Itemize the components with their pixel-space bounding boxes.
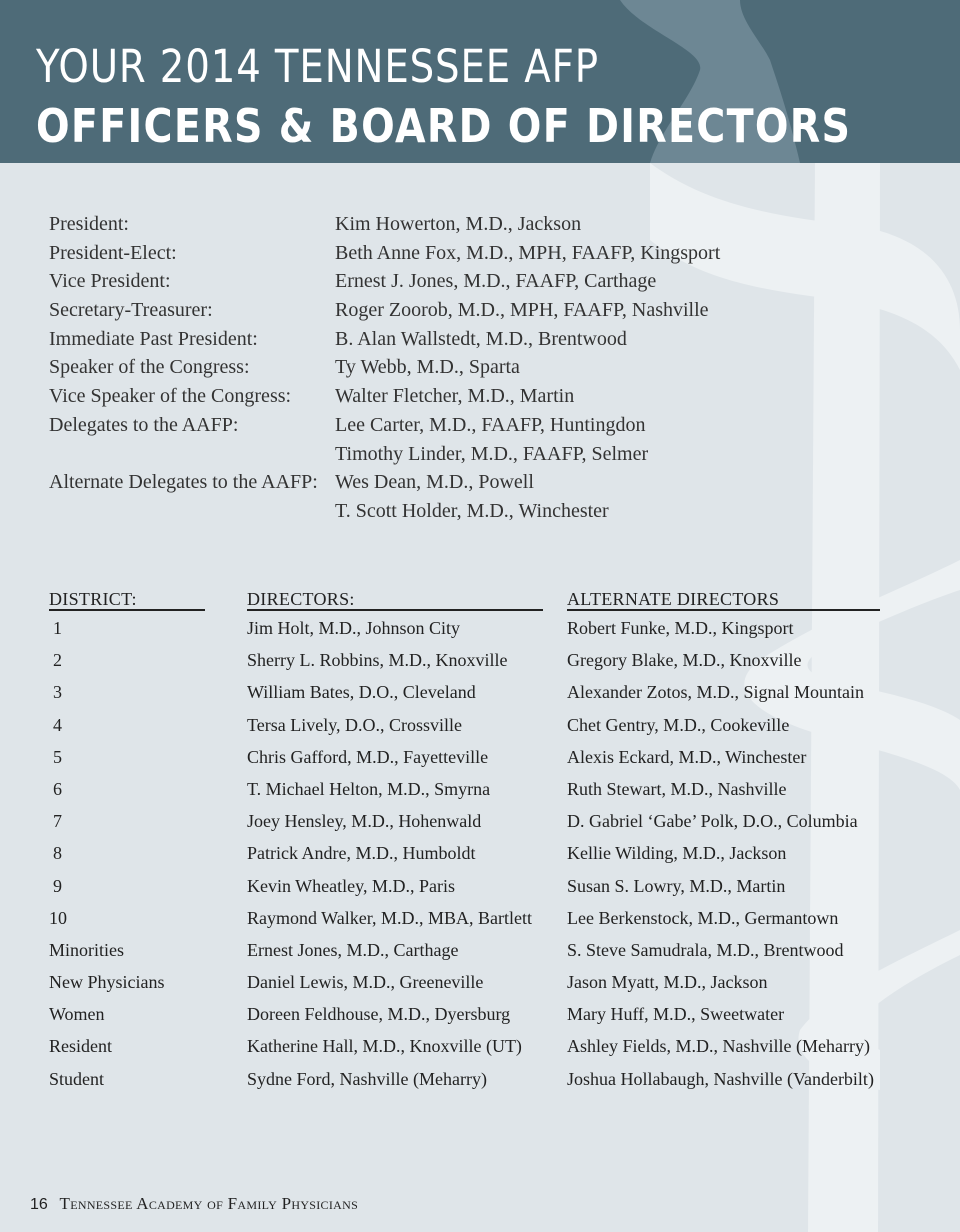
alternate-cell: Gregory Blake, M.D., Knoxville — [567, 650, 802, 671]
director-cell: Sydne Ford, Nashville (Meharry) — [247, 1068, 487, 1089]
director-cell: Ernest Jones, M.D., Carthage — [247, 939, 459, 960]
page-title-line2: OFFICERS & BOARD OF DIRECTORS — [36, 99, 852, 153]
table-row — [49, 1063, 880, 1095]
officer-role: Immediate Past President: — [49, 327, 258, 350]
alternate-cell: Mary Huff, M.D., Sweetwater — [567, 1004, 785, 1025]
table-row — [49, 676, 880, 708]
alternate-cell: Jason Myatt, M.D., Jackson — [567, 972, 768, 993]
organization-name: Tennessee Academy of Family Physicians — [59, 1194, 359, 1213]
director-cell: Jim Holt, M.D., Johnson City — [247, 618, 461, 638]
alternate-cell: Lee Berkenstock, M.D., Germantown — [567, 907, 839, 928]
district-cell: 9 — [53, 875, 62, 896]
alternate-directors-column-header: ALTERNATE DIRECTORS — [567, 589, 780, 609]
district-cell: 5 — [53, 746, 62, 767]
district-column-header: DISTRICT: — [49, 589, 137, 609]
director-cell: Tersa Lively, D.O., Crossville — [247, 714, 463, 735]
page-title-line1: YOUR 2014 TENNESSEE AFP — [36, 40, 599, 93]
alternate-cell: Robert Funke, M.D., Kingsport — [567, 618, 794, 638]
page-footer — [30, 1194, 358, 1214]
district-cell: Student — [49, 1068, 105, 1089]
director-cell: Doreen Feldhouse, M.D., Dyersburg — [247, 1004, 511, 1025]
district-cell: Women — [49, 1004, 105, 1025]
alternate-cell: Joshua Hollabaugh, Nashville (Vanderbilt) — [567, 1068, 874, 1089]
officer-name: Wes Dean, M.D., Powell — [335, 471, 534, 494]
table-row — [49, 837, 880, 869]
officer-name: Walter Fletcher, M.D., Martin — [335, 385, 575, 408]
officer-role: Vice Speaker of the Congress: — [49, 385, 292, 408]
officer-name: Roger Zoorob, M.D., MPH, FAAFP, Nashville — [335, 299, 709, 322]
alternate-cell: Susan S. Lowry, M.D., Martin — [567, 875, 786, 896]
table-row — [49, 870, 880, 902]
alternate-cell: Chet Gentry, M.D., Cookeville — [567, 714, 790, 735]
director-cell: Joey Hensley, M.D., Hohenwald — [247, 811, 482, 832]
table-row — [49, 805, 880, 837]
director-cell: Daniel Lewis, M.D., Greeneville — [247, 972, 484, 993]
district-cell: 3 — [53, 682, 62, 703]
officer-name: Beth Anne Fox, M.D., MPH, FAAFP, Kingsport — [335, 241, 721, 264]
officer-role: President-Elect: — [49, 241, 177, 264]
table-row — [49, 709, 880, 741]
district-cell: 8 — [53, 843, 62, 864]
director-cell: Sherry L. Robbins, M.D., Knoxville — [247, 650, 508, 671]
district-cell: 4 — [53, 714, 62, 735]
officer-role: Secretary-Treasurer: — [49, 299, 213, 322]
director-cell: T. Michael Helton, M.D., Smyrna — [247, 778, 491, 799]
alternate-cell: Alexis Eckard, M.D., Winchester — [567, 746, 807, 767]
director-cell: Katherine Hall, M.D., Knoxville (UT) — [247, 1036, 522, 1057]
alternate-cell: Ashley Fields, M.D., Nashville (Meharry) — [567, 1036, 870, 1057]
director-cell: Kevin Wheatley, M.D., Paris — [247, 875, 455, 896]
officer-role: Speaker of the Congress: — [49, 356, 250, 379]
officer-role: Delegates to the AAFP: — [49, 413, 239, 436]
director-cell: Chris Gafford, M.D., Fayetteville — [247, 746, 489, 767]
alternate-cell: S. Steve Samudrala, M.D., Brentwood — [567, 939, 844, 960]
table-row — [49, 934, 880, 966]
officer-role: President: — [49, 213, 129, 235]
district-cell: New Physicians — [49, 972, 165, 993]
header-underline — [247, 609, 543, 611]
table-row — [49, 998, 880, 1030]
table-header-row — [49, 586, 880, 612]
table-row — [49, 741, 880, 773]
alternate-cell: Alexander Zotos, M.D., Signal Mountain — [567, 682, 864, 703]
header-underline — [567, 609, 880, 611]
table-row — [49, 1030, 880, 1062]
table-row — [49, 773, 880, 805]
district-cell: 6 — [53, 778, 62, 799]
table-row — [49, 966, 880, 998]
alternate-cell: Ruth Stewart, M.D., Nashville — [567, 778, 787, 799]
district-cell: 1 — [53, 618, 62, 638]
district-cell: Minorities — [49, 939, 124, 960]
district-cell: 7 — [53, 811, 62, 832]
officer-name: Timothy Linder, M.D., FAAFP, Selmer — [335, 442, 649, 465]
directors-column-header: DIRECTORS: — [247, 589, 355, 609]
director-cell: William Bates, D.O., Cleveland — [247, 682, 476, 703]
officer-name: Ty Webb, M.D., Sparta — [335, 356, 520, 379]
officer-role: Alternate Delegates to the AAFP: — [49, 471, 318, 494]
table-row — [49, 644, 880, 676]
alternate-cell: Kellie Wilding, M.D., Jackson — [567, 843, 787, 864]
officer-role: Vice President: — [49, 270, 171, 293]
officer-name: Kim Howerton, M.D., Jackson — [335, 213, 582, 235]
table-row — [49, 902, 880, 934]
district-cell: 10 — [49, 907, 67, 928]
officer-name: Ernest J. Jones, M.D., FAAFP, Carthage — [335, 270, 657, 293]
officer-name: T. Scott Holder, M.D., Winchester — [335, 499, 609, 522]
header-underline — [49, 609, 205, 611]
officer-name: Lee Carter, M.D., FAAFP, Huntingdon — [335, 413, 646, 436]
director-cell: Raymond Walker, M.D., MBA, Bartlett — [247, 907, 532, 928]
district-directors-table — [49, 586, 880, 1095]
district-cell: 2 — [53, 650, 62, 671]
table-row — [49, 612, 880, 644]
alternate-cell: D. Gabriel ‘Gabe’ Polk, D.O., Columbia — [567, 811, 858, 832]
page-number: 16 — [30, 1196, 48, 1213]
district-cell: Resident — [49, 1036, 112, 1057]
director-cell: Patrick Andre, M.D., Humboldt — [247, 843, 476, 864]
officer-name: B. Alan Wallstedt, M.D., Brentwood — [335, 327, 627, 350]
